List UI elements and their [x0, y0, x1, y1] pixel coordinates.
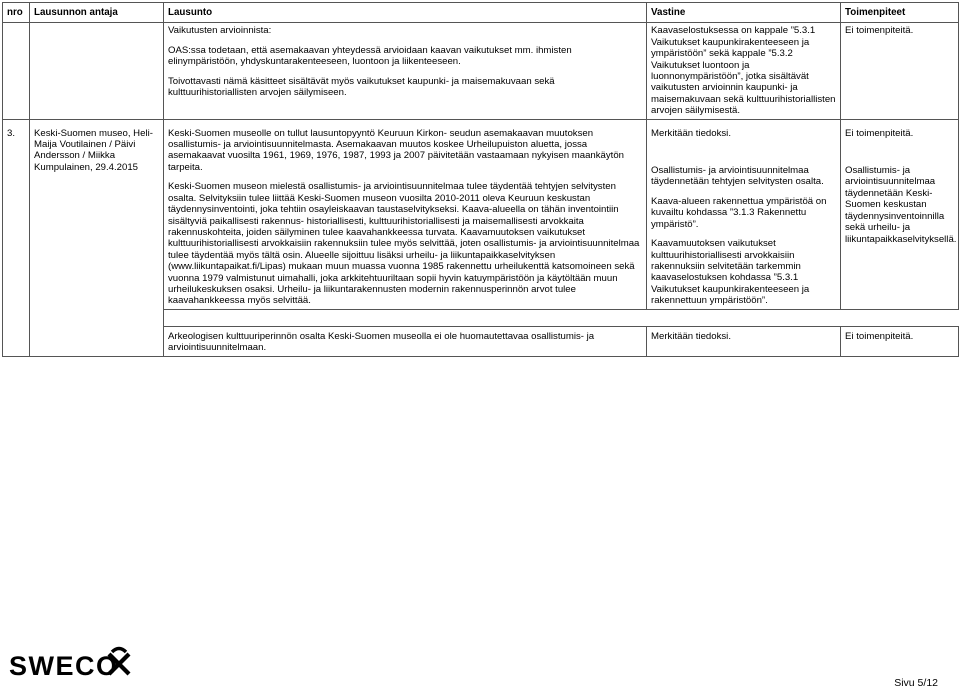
statement-table: [2, 2, 959, 357]
cell-nro: 3.: [3, 119, 30, 356]
col-header-lausunto: Lausunto: [164, 3, 647, 23]
lausunto-paragraph: Keski-Suomen museolle on tullut lausuntopyyntö Keuruun Kirkon- seudun asemakaavan muutoksen osallistumis- ja arviointisuunnitelmasta. Asemakaavan muutos koskee Urheilupuiston aluetta, jossa asemakaavat vuosilta 1961, 1969, 1976, 1987, 1993 ja 2007 päivitetään vastaamaan nykyisen maankäytön tarpeita.: [168, 127, 625, 173]
logo-wordmark: SWECO: [9, 651, 119, 681]
col-header-vastine: Vastine: [647, 3, 841, 23]
lausunto-paragraph: OAS:ssa todetaan, että asemakaavan yhteydessä arvioidaan kaavan vaikutukset mm. ihmisten elinympäristöön, yhdyskuntarakenteeseen, luontoon ja liikenteeseen.: [168, 44, 572, 68]
col-header-nro: nro: [3, 3, 30, 23]
cell-lausunto: [164, 119, 647, 309]
table-header-row: [3, 3, 959, 23]
vastine-paragraph: Merkitään tiedoksi.: [651, 127, 731, 139]
cell-vastine: Kaavaselostuksessa on kappale ”5.3.1 Vaikutukset kaupunkirakenteeseen ja ympäristöön” sekä kappale ”5.3.2 Vaikutukset luontoon ja luonnonympäristöön”, jotka sisältävät vaikutusten arvioinnin kaupunki- ja maisemakuvaan sekä kulttuurihistoriallisten arvojen säilymisestä.: [647, 23, 841, 119]
table-row: [3, 23, 959, 119]
cell-lausunto: Arkeologisen kulttuuriperinnön osalta Keski-Suomen museolla ei ole huomautettavaa osallistumis- ja arviointisuunnitelmaan.: [164, 326, 647, 356]
cell-toimenpiteet: Ei toimenpiteitä.: [841, 326, 959, 356]
cell-antaja: Keski-Suomen museo, Heli-Maija Voutilainen / Päivi Andersson / Miikka Kumpulainen, 29.4.2015: [30, 119, 164, 356]
cell-toimenpiteet: [841, 119, 959, 309]
cell-vastine: Merkitään tiedoksi.: [647, 326, 841, 356]
cell-lausunto: [164, 23, 647, 119]
cell-antaja: [30, 23, 164, 119]
sweco-logo: [9, 640, 149, 680]
table-row: [3, 119, 959, 309]
vastine-paragraph: Kaava-alueen rakennettua ympäristöä on kuvailtu kohdassa ”3.1.3 Rakennettu ympäristö”.: [651, 195, 827, 230]
lausunto-paragraph: Keski-Suomen museon mielestä osallistumis- ja arviointisuunnitelmaa tulee täydentää tehtyjen selvitysten osalta. Selvityksiin tulee liittää Keski-Suomen museon vuosilta 2010-2011 oleva Keuruun keskustan täydennysinventointi, joka tehtiin osayleiskaavan taustaselvitykseksi. Kaava-alueella on tähän inventointiin sisältyviä paikallisesti rakennus- historiallisesti, kulttuurihistoriallisesti ja maisemallisesti arvokkaita rakennuskohteita, joiden säilyminen tulee kaavahankkeessa turvata. Kaavamuutoksen vaikutukset kulttuurihistoriallisesti arvokkaisiin rakennuksiin tulee myös selvittää, joten osallistumis- ja arviointisuunnitelmaa tulee täydentää myös tältä osin. Alueelle sijoittuu lisäksi urheilu- ja liikuntapaikkaselvityksen (www.liikuntapaikat.fi/Lipas) mukaan muun muassa vuonna 1985 rakennettu urheilukenttä katsomoineen sekä vuonna 1979 valmistunut uimahalli, joka arkkitehtuuriltaan sopii hyvin katuympäristöön ja käytöltään muun urheilukeskuksen osaksi. Urheilu- ja liikuntarakennusten modernin rakennusperinnön arvot tulee kaavahankkeessa myös selvittää.: [168, 181, 640, 307]
page-number: Sivu 5/12: [894, 677, 938, 689]
vastine-paragraph: Kaavamuutoksen vaikutukset kulttuurihistoriallisesti arvokkaisiin rakennuksiin selvitetään tarkemmin kaavaselostuksen kohdassa ”5.3.1 Vaikutukset kaupunkirakenteeseen ja rakennettuun ympäristöön”.: [651, 238, 810, 307]
cell-toimenpiteet: Ei toimenpiteitä.: [841, 23, 959, 119]
cell-nro: [3, 23, 30, 119]
toimenpiteet-paragraph: Osallistumis- ja arviointisuunnitelmaa täydennetään Keski-Suomen keskustan täydennysinventoinnilla sekä urheilu- ja liikuntapaikkaselvityksellä.: [845, 165, 957, 245]
lausunto-paragraph: Toivottavasti nämä käsitteet sisältävät myös vaikutukset kaupunki- ja maisemakuvaan sekä kulttuurihistoriallisten arvojen säilymiseen.: [168, 75, 555, 99]
toimenpiteet-paragraph: Ei toimenpiteitä.: [845, 127, 914, 139]
vastine-paragraph: Osallistumis- ja arviointisuunnitelmaa täydennetään tehtyjen selvitysten osalta.: [651, 165, 824, 188]
lausunto-heading: Vaikutusten arvioinnista:: [168, 25, 272, 37]
sweco-mark-icon: [101, 644, 137, 680]
col-header-toimenpiteet: Toimenpiteet: [841, 3, 959, 23]
cell-vastine: [647, 119, 841, 309]
col-header-antaja: Lausunnon antaja: [30, 3, 164, 23]
